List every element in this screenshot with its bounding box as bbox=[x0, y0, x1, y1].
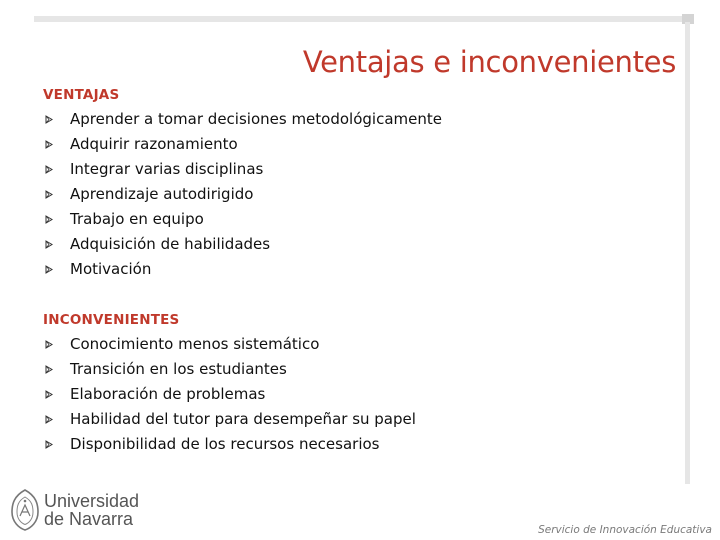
bullet-item bbox=[43, 382, 416, 407]
bullet-item bbox=[43, 207, 442, 232]
ventajas-section bbox=[43, 87, 442, 282]
bullet-item bbox=[43, 357, 416, 382]
bullet-text: Adquisición de habilidades bbox=[70, 235, 271, 253]
bullet-item bbox=[43, 332, 416, 357]
arrow-bullet-icon bbox=[43, 407, 55, 432]
bullet-item bbox=[43, 432, 416, 457]
bullet-text: Trabajo en equipo bbox=[70, 210, 204, 228]
university-logo bbox=[9, 488, 139, 532]
arrow-bullet-icon bbox=[43, 107, 55, 132]
bullet-text: Elaboración de problemas bbox=[70, 385, 266, 403]
bullet-text: Disponibilidad de los recursos necesarios bbox=[70, 435, 380, 453]
university-seal-icon bbox=[9, 488, 41, 532]
bullet-item bbox=[43, 407, 416, 432]
logo-line-1: Universidad bbox=[44, 491, 140, 511]
bullet-text: Transición en los estudiantes bbox=[70, 360, 287, 378]
top-decorative-rule bbox=[34, 16, 690, 22]
inconvenientes-heading: INCONVENIENTES bbox=[43, 312, 180, 328]
bullet-item bbox=[43, 232, 442, 257]
inconvenientes-section bbox=[43, 312, 416, 457]
bullet-item bbox=[43, 182, 442, 207]
bullet-item bbox=[43, 132, 442, 157]
arrow-bullet-icon bbox=[43, 157, 55, 182]
logo-text bbox=[44, 492, 139, 528]
arrow-bullet-icon bbox=[43, 207, 55, 232]
bullet-text: Motivación bbox=[70, 260, 152, 278]
arrow-bullet-icon bbox=[43, 257, 55, 282]
right-decorative-rule bbox=[685, 22, 690, 484]
arrow-bullet-icon bbox=[43, 382, 55, 407]
bullet-text: Habilidad del tutor para desempeñar su papel bbox=[70, 410, 416, 428]
bullet-text: Integrar varias disciplinas bbox=[70, 160, 264, 178]
arrow-bullet-icon bbox=[43, 232, 55, 257]
ventajas-heading: VENTAJAS bbox=[43, 87, 120, 103]
ventajas-list bbox=[43, 107, 442, 282]
bullet-text: Conocimiento menos sistemático bbox=[70, 335, 320, 353]
arrow-bullet-icon bbox=[43, 132, 55, 157]
bullet-text: Aprender a tomar decisiones metodológicamente bbox=[70, 110, 442, 128]
arrow-bullet-icon bbox=[43, 182, 55, 207]
bullet-item bbox=[43, 257, 442, 282]
arrow-bullet-icon bbox=[43, 432, 55, 457]
bullet-text: Adquirir razonamiento bbox=[70, 135, 238, 153]
logo-line-2: de Navarra bbox=[44, 509, 134, 529]
slide-title: Ventajas e inconvenientes bbox=[302, 45, 676, 80]
arrow-bullet-icon bbox=[43, 332, 55, 357]
bullet-item bbox=[43, 157, 442, 182]
arrow-bullet-icon bbox=[43, 357, 55, 382]
inconvenientes-list bbox=[43, 332, 416, 457]
bullet-text: Aprendizaje autodirigido bbox=[70, 185, 254, 203]
bullet-item bbox=[43, 107, 442, 132]
footer-text: Servicio de Innovación Educativa bbox=[538, 524, 712, 536]
